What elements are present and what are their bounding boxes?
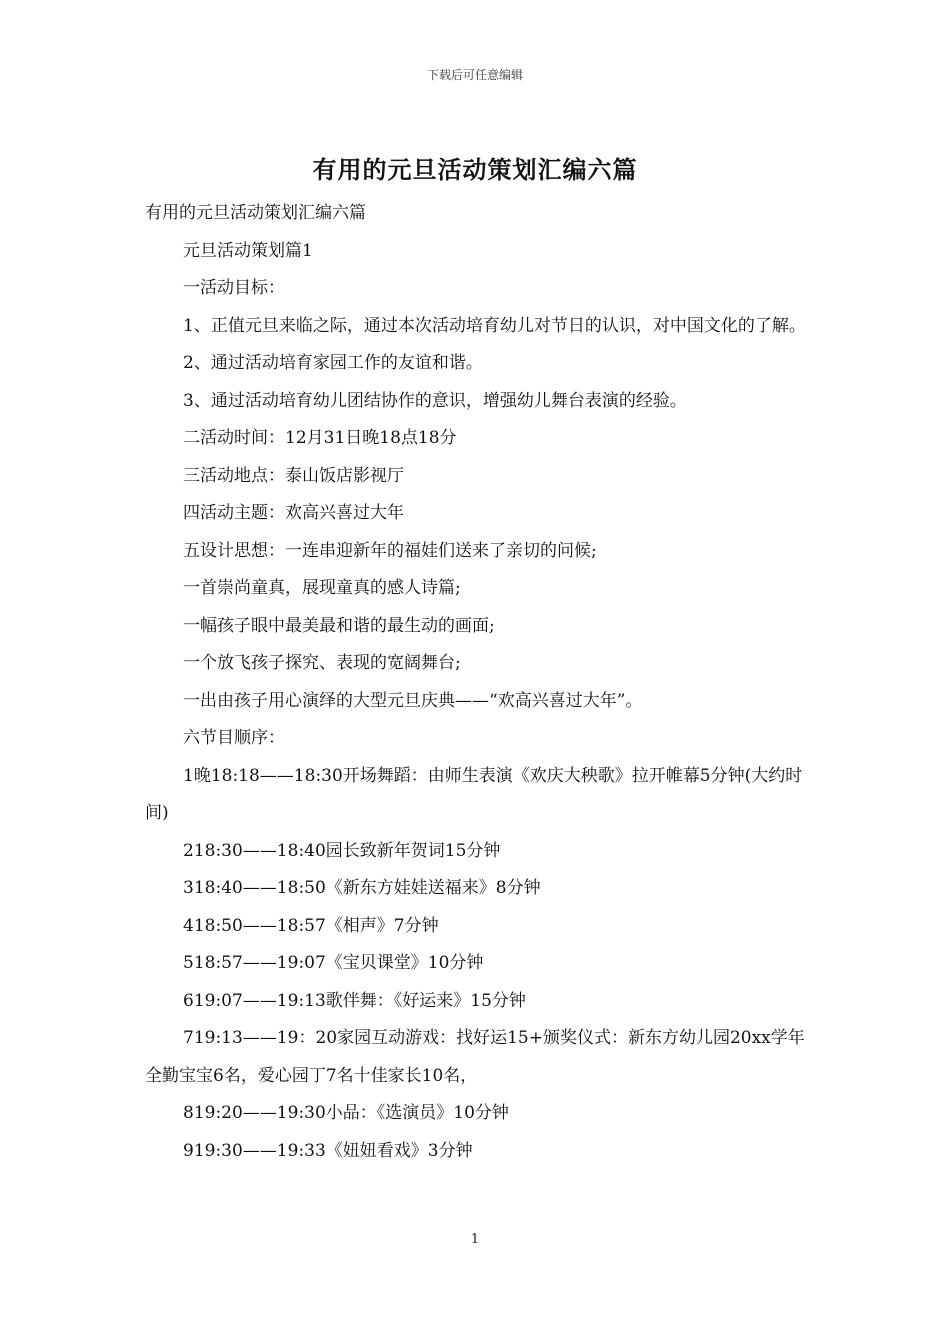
paragraph: 518:57——19:07《宝贝课堂》10分钟: [183, 953, 484, 973]
paragraph: 一活动目标：: [183, 278, 285, 298]
paragraph: 二活动时间：12月31日晚18点18分: [183, 428, 457, 448]
paragraph: 五设计思想：一连串迎新年的福娃们送来了亲切的问候;: [183, 540, 597, 561]
paragraph: 3、通过活动培育幼儿团结协作的意识，增强幼儿舞台表演的经验。: [183, 390, 687, 411]
paragraph: 418:50——18:57《相声》7分钟: [183, 915, 439, 936]
paragraph: 四活动主题：欢高兴喜过大年: [183, 503, 404, 523]
paragraph: 一个放飞孩子探究、表现的宽阔舞台;: [183, 653, 461, 673]
paragraph: 一首崇尚童真，展现童真的感人诗篇;: [183, 578, 461, 598]
page-header: 下载后可任意编辑: [426, 68, 523, 82]
paragraph: 一幅孩子眼中最美最和谐的最生动的画面;: [183, 615, 495, 636]
paragraph: 218:30——18:40园长致新年贺词15分钟: [183, 840, 501, 861]
document-body: [145, 195, 810, 1170]
paragraph: 819:20——19:30小品：《选演员》10分钟: [183, 1103, 509, 1123]
paragraph: 元旦活动策划篇1: [183, 240, 313, 261]
paragraph: 719:13——19：20家园互动游戏：找好运15+颁奖仪式：新东方幼儿园20xx学年全勤宝宝6名，爱心园丁7名十佳家长10名，: [145, 1028, 805, 1086]
paragraph: 六节目顺序：: [183, 728, 285, 748]
paragraph: 三活动地点：泰山饭店影视厅: [183, 465, 404, 486]
page-number: 1: [470, 1232, 480, 1247]
paragraph: 1、正值元旦来临之际，通过本次活动培育幼儿对节日的认识，对中国文化的了解。: [183, 315, 806, 336]
paragraph: 2、通过活动培育家园工作的友谊和谐。: [183, 353, 483, 373]
paragraph: 有用的元旦活动策划汇编六篇: [145, 203, 366, 223]
paragraph: 一出由孩子用心演绎的大型元旦庆典——“欢高兴喜过大年”。: [183, 690, 643, 711]
paragraph: 1晚18:18——18:30开场舞蹈：由师生表演《欢庆大秧歌》拉开帷幕5分钟(大约时间): [145, 765, 803, 823]
document-title: 有用的元旦活动策划汇编六篇: [312, 155, 638, 184]
paragraph: 919:30——19:33《妞妞看戏》3分钟: [183, 1140, 473, 1161]
paragraph: 619:07——19:13歌伴舞：《好运来》15分钟: [183, 990, 526, 1011]
paragraph: 318:40——18:50《新东方娃娃送福来》8分钟: [183, 878, 541, 898]
